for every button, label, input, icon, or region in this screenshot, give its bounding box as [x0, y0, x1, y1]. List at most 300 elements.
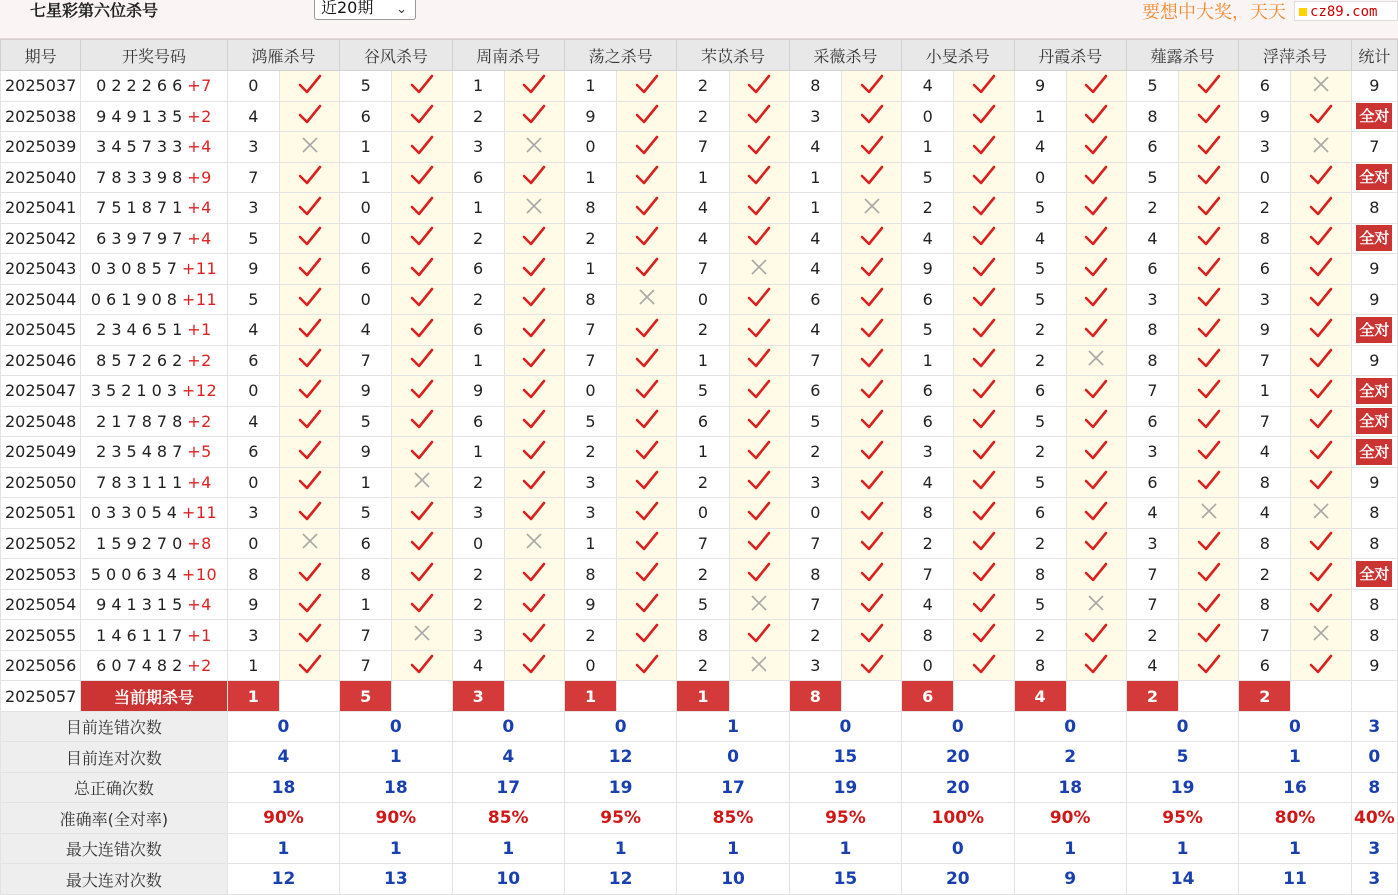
kill-number-cell: 6 — [452, 406, 504, 437]
kill-result-cell — [729, 193, 789, 224]
check-icon — [522, 440, 546, 460]
kill-result-cell — [729, 437, 789, 468]
kill-result-cell — [729, 467, 789, 498]
kill-result-cell — [504, 467, 564, 498]
current-empty-cell — [841, 681, 901, 712]
current-kill-number: 4 — [1014, 681, 1066, 712]
check-icon — [298, 440, 322, 460]
kill-result-cell — [729, 254, 789, 285]
kill-result-cell — [729, 162, 789, 193]
stats-value: 1 — [789, 833, 901, 864]
kill-number-cell: 1 — [564, 528, 616, 559]
check-icon — [298, 501, 322, 521]
all-correct-badge: 全对 — [1356, 317, 1392, 343]
site-badge[interactable] — [1294, 1, 1398, 21]
kill-result-cell — [1066, 467, 1126, 498]
kill-result-cell — [841, 71, 901, 102]
check-icon — [1197, 287, 1221, 307]
draw-digits: 352103 — [90, 381, 182, 401]
kill-result-cell — [841, 406, 901, 437]
check-icon — [635, 135, 659, 155]
kill-number-cell: 4 — [677, 223, 729, 254]
kill-result-cell — [841, 437, 901, 468]
draw-number-cell — [81, 315, 228, 346]
column-header[interactable]: 荡之杀号 — [564, 40, 676, 71]
check-icon — [410, 135, 434, 155]
kill-number-cell: 8 — [789, 71, 841, 102]
kill-result-cell — [279, 437, 339, 468]
kill-result-cell — [1179, 467, 1239, 498]
check-icon — [1197, 470, 1221, 490]
kill-result-cell — [729, 406, 789, 437]
stats-value: 20 — [902, 742, 1014, 773]
kill-number-cell: 0 — [564, 376, 616, 407]
kill-result-cell — [1291, 284, 1351, 315]
stats-value: 5 — [1126, 742, 1238, 773]
check-icon — [522, 226, 546, 246]
period-select-value: 近20期 — [321, 0, 374, 17]
check-icon — [1084, 104, 1108, 124]
stats-value: 4 — [227, 742, 339, 773]
kill-number-cell: 9 — [902, 254, 954, 285]
column-header[interactable]: 谷风杀号 — [340, 40, 452, 71]
kill-result-cell — [1066, 284, 1126, 315]
kill-result-cell — [841, 498, 901, 529]
kill-result-cell — [279, 467, 339, 498]
kill-result-cell — [392, 254, 452, 285]
column-header[interactable]: 芣苡杀号 — [677, 40, 789, 71]
kill-number-cell: 1 — [1239, 376, 1291, 407]
table-row — [1, 528, 1398, 559]
stat-cell — [1351, 223, 1397, 254]
cross-icon — [1312, 75, 1330, 93]
check-icon — [972, 318, 996, 338]
chevron-down-icon: ⌄ — [396, 2, 407, 17]
check-icon — [522, 104, 546, 124]
kill-number-cell: 5 — [340, 71, 392, 102]
kill-number-cell: 9 — [452, 376, 504, 407]
draw-digits: 941315 — [96, 595, 188, 615]
check-icon — [298, 409, 322, 429]
kill-number-cell: 4 — [452, 650, 504, 681]
kill-result-cell — [1291, 559, 1351, 590]
kill-number-cell: 1 — [340, 467, 392, 498]
kill-number-cell: 8 — [1239, 528, 1291, 559]
check-icon — [972, 104, 996, 124]
kill-result-cell — [392, 437, 452, 468]
stats-value: 95% — [564, 803, 676, 834]
kill-number-cell: 3 — [452, 620, 504, 651]
kill-number-cell: 6 — [902, 376, 954, 407]
kill-number-cell: 2 — [902, 193, 954, 224]
kill-number-cell: 2 — [677, 101, 729, 132]
kill-number-cell: 9 — [1014, 71, 1066, 102]
kill-number-cell: 5 — [340, 406, 392, 437]
check-icon — [298, 379, 322, 399]
check-icon — [972, 165, 996, 185]
cross-icon — [301, 136, 319, 154]
stat-cell: 8 — [1351, 498, 1397, 529]
check-icon — [1197, 135, 1221, 155]
kill-number-cell: 3 — [1126, 437, 1178, 468]
period-cell: 2025039 — [1, 132, 81, 163]
kill-number-cell: 1 — [452, 437, 504, 468]
column-header[interactable]: 浮萍杀号 — [1239, 40, 1351, 71]
kill-result-cell — [392, 315, 452, 346]
check-icon — [298, 257, 322, 277]
draw-digits: 033054 — [90, 503, 182, 523]
kill-number-cell: 3 — [789, 467, 841, 498]
draw-digits: 234651 — [96, 320, 188, 340]
check-icon — [410, 74, 434, 94]
check-icon — [1309, 470, 1333, 490]
kill-result-cell — [729, 589, 789, 620]
check-icon — [635, 257, 659, 277]
kill-number-cell: 7 — [1126, 376, 1178, 407]
column-header[interactable]: 周南杀号 — [452, 40, 564, 71]
stats-value: 1 — [452, 833, 564, 864]
kill-number-cell: 5 — [677, 589, 729, 620]
kill-number-cell: 0 — [227, 71, 279, 102]
check-icon — [635, 593, 659, 613]
check-icon — [860, 409, 884, 429]
kill-result-cell — [279, 71, 339, 102]
kill-result-cell — [279, 589, 339, 620]
kill-number-cell: 4 — [1239, 498, 1291, 529]
kill-number-cell: 0 — [340, 284, 392, 315]
draw-digits: 500634 — [90, 564, 182, 584]
kill-result-cell — [729, 284, 789, 315]
check-icon — [1309, 348, 1333, 368]
kill-number-cell: 1 — [227, 650, 279, 681]
check-icon — [522, 593, 546, 613]
check-icon — [860, 654, 884, 674]
stats-value: 1 — [677, 711, 789, 742]
kill-number-cell: 2 — [1239, 193, 1291, 224]
kill-result-cell — [279, 406, 339, 437]
current-kill-number: 1 — [564, 681, 616, 712]
kill-result-cell — [1179, 528, 1239, 559]
check-icon — [972, 470, 996, 490]
stat-cell: 9 — [1351, 254, 1397, 285]
kill-result-cell — [1179, 71, 1239, 102]
check-icon — [410, 348, 434, 368]
kill-number-cell: 1 — [902, 132, 954, 163]
check-icon — [635, 379, 659, 399]
check-icon — [972, 562, 996, 582]
draw-number-cell — [81, 498, 228, 529]
kill-result-cell — [1291, 101, 1351, 132]
kill-number-cell: 3 — [789, 101, 841, 132]
stats-total: 0 — [1351, 742, 1397, 773]
kill-number-cell: 6 — [1014, 498, 1066, 529]
kill-result-cell — [841, 315, 901, 346]
kill-number-cell: 2 — [677, 559, 729, 590]
kill-number-cell: 3 — [789, 650, 841, 681]
check-icon — [1197, 196, 1221, 216]
kill-result-cell — [617, 284, 677, 315]
cross-icon — [638, 288, 656, 306]
all-correct-badge: 全对 — [1356, 164, 1392, 190]
kill-result-cell — [954, 193, 1014, 224]
kill-result-cell — [954, 406, 1014, 437]
kill-number-cell: 2 — [1014, 437, 1066, 468]
kill-result-cell — [504, 498, 564, 529]
current-period-row — [1, 681, 1398, 712]
kill-result-cell — [504, 345, 564, 376]
stat-cell: 9 — [1351, 345, 1397, 376]
check-icon — [298, 165, 322, 185]
check-icon — [1084, 379, 1108, 399]
kill-number-cell: 6 — [227, 437, 279, 468]
kill-number-cell: 5 — [1014, 193, 1066, 224]
column-header[interactable]: 丹霞杀号 — [1014, 40, 1126, 71]
kill-result-cell — [617, 498, 677, 529]
kill-number-cell: 4 — [1126, 223, 1178, 254]
kill-number-cell: 3 — [452, 498, 504, 529]
kill-number-cell: 0 — [340, 193, 392, 224]
check-icon — [635, 440, 659, 460]
table-row — [1, 559, 1398, 590]
current-kill-number: 6 — [902, 681, 954, 712]
kill-number-cell: 8 — [1239, 223, 1291, 254]
check-icon — [1084, 470, 1108, 490]
draw-digits: 146117 — [96, 625, 188, 645]
kill-result-cell — [841, 467, 901, 498]
kill-result-cell — [954, 437, 1014, 468]
stats-value: 80% — [1239, 803, 1351, 834]
cross-icon — [750, 258, 768, 276]
kill-number-cell: 8 — [902, 498, 954, 529]
kill-number-cell: 4 — [902, 467, 954, 498]
stats-value: 85% — [452, 803, 564, 834]
kill-result-cell — [279, 132, 339, 163]
kill-number-cell: 6 — [1239, 650, 1291, 681]
check-icon — [1197, 165, 1221, 185]
check-icon — [1197, 440, 1221, 460]
table-header-row — [1, 40, 1398, 71]
stats-value: 1 — [1239, 742, 1351, 773]
stats-value: 1 — [1239, 833, 1351, 864]
kill-number-cell: 1 — [452, 193, 504, 224]
kill-number-cell: 2 — [677, 71, 729, 102]
kill-number-cell: 0 — [340, 223, 392, 254]
kill-number-cell: 8 — [1014, 559, 1066, 590]
stat-cell — [1351, 437, 1397, 468]
kill-number-cell: 6 — [1239, 71, 1291, 102]
kill-number-cell: 5 — [340, 498, 392, 529]
check-icon — [1197, 654, 1221, 674]
check-icon — [972, 226, 996, 246]
kill-result-cell — [1179, 650, 1239, 681]
check-icon — [860, 287, 884, 307]
kill-result-cell — [504, 193, 564, 224]
cross-icon — [525, 532, 543, 550]
all-correct-badge: 全对 — [1356, 439, 1392, 465]
kill-result-cell — [617, 254, 677, 285]
check-icon — [1197, 593, 1221, 613]
kill-result-cell — [1291, 193, 1351, 224]
kill-number-cell: 6 — [452, 162, 504, 193]
kill-number-cell: 5 — [902, 162, 954, 193]
column-header[interactable]: 统计 — [1351, 40, 1397, 71]
kill-result-cell — [1291, 406, 1351, 437]
table-row — [1, 254, 1398, 285]
period-select[interactable] — [314, 0, 416, 20]
check-icon — [410, 257, 434, 277]
check-icon — [1084, 287, 1108, 307]
kill-number-cell: 4 — [902, 71, 954, 102]
kill-result-cell — [729, 345, 789, 376]
check-icon — [410, 531, 434, 551]
period-cell: 2025044 — [1, 284, 81, 315]
current-empty-cell — [504, 681, 564, 712]
stats-label: 目前连对次数 — [1, 742, 228, 773]
kill-number-cell: 2 — [452, 589, 504, 620]
kill-result-cell — [392, 406, 452, 437]
kill-number-cell: 7 — [1239, 406, 1291, 437]
kill-result-cell — [841, 376, 901, 407]
kill-number-cell: 3 — [902, 437, 954, 468]
draw-digits: 217878 — [96, 411, 188, 431]
cross-icon — [750, 594, 768, 612]
check-icon — [522, 74, 546, 94]
check-icon — [747, 531, 771, 551]
kill-result-cell — [279, 498, 339, 529]
period-cell: 2025037 — [1, 71, 81, 102]
kill-number-cell: 1 — [902, 345, 954, 376]
check-icon — [747, 196, 771, 216]
period-cell: 2025045 — [1, 315, 81, 346]
check-icon — [1197, 531, 1221, 551]
kill-number-cell: 9 — [227, 254, 279, 285]
check-icon — [410, 226, 434, 246]
check-icon — [1084, 196, 1108, 216]
stats-value: 17 — [677, 772, 789, 803]
kill-result-cell — [1066, 315, 1126, 346]
stats-row — [1, 772, 1398, 803]
stat-cell: 7 — [1351, 132, 1397, 163]
kill-result-cell — [617, 559, 677, 590]
all-correct-badge: 全对 — [1356, 378, 1392, 404]
check-icon — [1084, 501, 1108, 521]
kill-number-cell: 1 — [564, 71, 616, 102]
stats-value: 0 — [902, 711, 1014, 742]
kill-number-cell: 6 — [452, 315, 504, 346]
check-icon — [1309, 196, 1333, 216]
check-icon — [1309, 440, 1333, 460]
kill-result-cell — [279, 345, 339, 376]
check-icon — [522, 501, 546, 521]
period-cell: 2025043 — [1, 254, 81, 285]
kill-result-cell — [1066, 71, 1126, 102]
stat-cell: 9 — [1351, 284, 1397, 315]
current-kill-number: 5 — [340, 681, 392, 712]
stats-value: 20 — [902, 864, 1014, 895]
draw-number-cell — [81, 223, 228, 254]
column-header[interactable]: 开奖号码 — [81, 40, 228, 71]
kill-number-cell: 1 — [677, 162, 729, 193]
kill-result-cell — [504, 437, 564, 468]
check-icon — [747, 562, 771, 582]
check-icon — [972, 623, 996, 643]
check-icon — [298, 104, 322, 124]
kill-result-cell — [1179, 101, 1239, 132]
check-icon — [410, 287, 434, 307]
check-icon — [1197, 226, 1221, 246]
current-empty-cell — [729, 681, 789, 712]
kill-result-cell — [392, 528, 452, 559]
draw-number-cell — [81, 376, 228, 407]
check-icon — [410, 440, 434, 460]
check-icon — [972, 501, 996, 521]
check-icon — [1084, 531, 1108, 551]
kill-number-cell: 1 — [340, 162, 392, 193]
kill-result-cell — [392, 193, 452, 224]
kill-number-cell: 0 — [227, 528, 279, 559]
kill-result-cell — [279, 376, 339, 407]
kill-number-cell: 1 — [452, 71, 504, 102]
check-icon — [747, 318, 771, 338]
check-icon — [635, 74, 659, 94]
table-row — [1, 193, 1398, 224]
kill-result-cell — [1179, 162, 1239, 193]
draw-bonus: +11 — [181, 259, 218, 279]
draw-bonus: +5 — [187, 442, 212, 462]
column-header[interactable]: 鸿雁杀号 — [227, 40, 339, 71]
check-icon — [860, 501, 884, 521]
column-header[interactable]: 期号 — [1, 40, 81, 71]
check-icon — [860, 226, 884, 246]
kill-number-cell: 2 — [452, 223, 504, 254]
kill-result-cell — [729, 498, 789, 529]
kill-result-cell — [729, 223, 789, 254]
stats-value: 19 — [1126, 772, 1238, 803]
stats-row — [1, 803, 1398, 834]
period-cell: 2025042 — [1, 223, 81, 254]
check-icon — [635, 654, 659, 674]
kill-number-cell: 4 — [227, 406, 279, 437]
check-icon — [635, 409, 659, 429]
stat-cell — [1351, 315, 1397, 346]
kill-result-cell — [954, 650, 1014, 681]
kill-result-cell — [617, 376, 677, 407]
stats-value: 90% — [1014, 803, 1126, 834]
kill-result-cell — [1066, 559, 1126, 590]
kill-result-cell — [729, 620, 789, 651]
column-header[interactable]: 小旻杀号 — [902, 40, 1014, 71]
kill-result-cell — [1066, 620, 1126, 651]
kill-number-cell: 8 — [564, 284, 616, 315]
page-title: 七星彩第六位杀号 — [30, 1, 159, 20]
stats-value: 13 — [340, 864, 452, 895]
column-header[interactable]: 薤露杀号 — [1126, 40, 1238, 71]
draw-bonus: +4 — [187, 595, 212, 615]
kill-number-cell: 2 — [677, 467, 729, 498]
kill-result-cell — [1291, 71, 1351, 102]
kill-number-cell: 2 — [452, 467, 504, 498]
check-icon — [298, 74, 322, 94]
draw-number-cell — [81, 132, 228, 163]
check-icon — [972, 257, 996, 277]
check-icon — [522, 623, 546, 643]
kill-result-cell — [617, 528, 677, 559]
kill-result-cell — [504, 589, 564, 620]
kill-number-cell: 7 — [789, 589, 841, 620]
column-header[interactable]: 采薇杀号 — [789, 40, 901, 71]
kill-result-cell — [279, 162, 339, 193]
stats-value: 16 — [1239, 772, 1351, 803]
